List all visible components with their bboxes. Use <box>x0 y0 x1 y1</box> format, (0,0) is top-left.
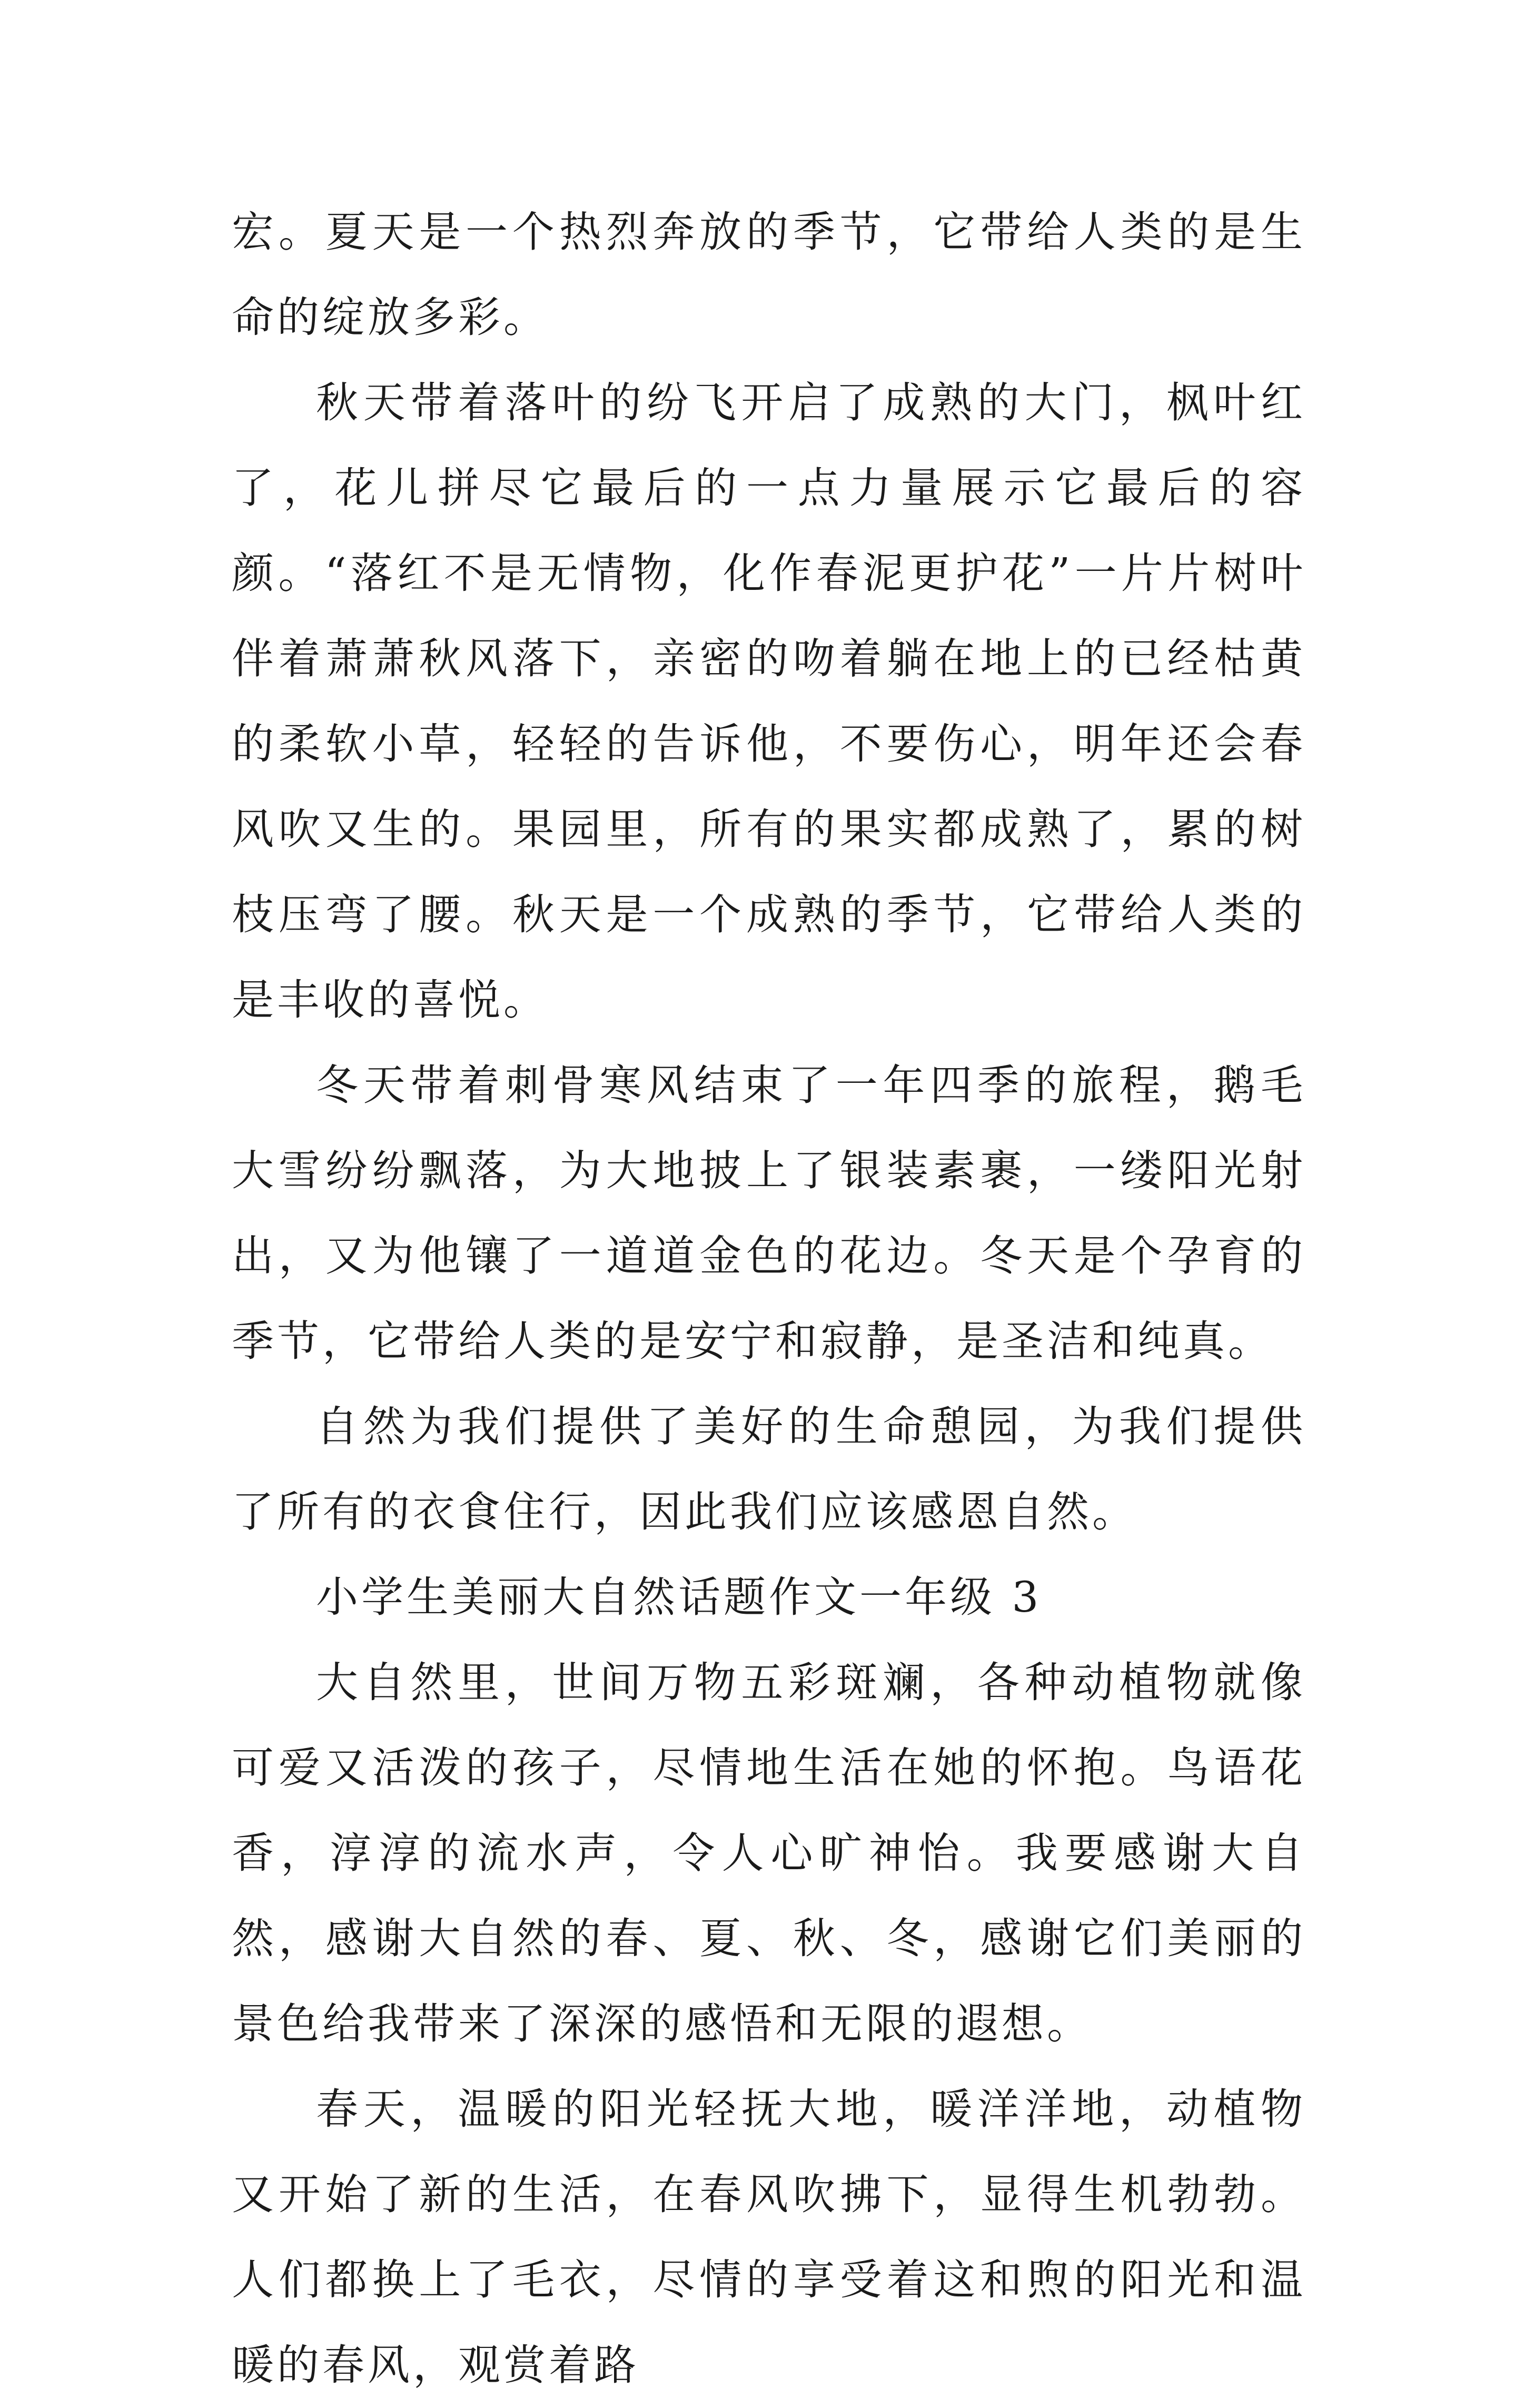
document-body <box>232 190 1306 2408</box>
paragraph-summer-end: 宏。夏天是一个热烈奔放的季节，它带给人类的是生命的绽放多彩。 <box>232 208 1306 342</box>
paragraph-autumn: 秋天带着落叶的纷飞开启了成熟的大门，枫叶红了，花儿拼尽它最后的一点力量展示它最后的容颜。“落红不是无情物，化作春泥更护花”一片片树叶伴着萧萧秋风落下，亲密的吻着躺在地上的已经枯黄的柔软小草，轻轻的告诉他，不要伤心，明年还会春风吹又生的。果园里，所有的果实都成熟了，累的树枝压弯了腰。秋天是一个成熟的季节，它带给人类的是丰收的喜悦。 <box>232 378 1306 1024</box>
paragraph-winter: 冬天带着刺骨寒风结束了一年四季的旅程，鹅毛大雪纷纷飘落，为大地披上了银装素裹，一缕阳光射出，又为他镶了一道道金色的花边。冬天是个孕育的季节，它带给人类的是安宁和寂静，是圣洁和纯真。 <box>232 1061 1306 1366</box>
essay-heading: 小学生美丽大自然话题作文一年级 3 <box>316 1573 1042 1622</box>
paragraph-nature-intro: 大自然里，世间万物五彩斑斓，各种动植物就像可爱又活泼的孩子，尽情地生活在她的怀抱。鸟语花香，淳淳的流水声，令人心旷神怡。我要感谢大自然，感谢大自然的春、夏、秋、冬，感谢它们美丽的景色给我带来了深深的感悟和无限的遐想。 <box>232 1658 1306 2048</box>
paragraph-spring: 春天，温暖的阳光轻抚大地，暖洋洋地，动植物又开始了新的生活，在春风吹拂下，显得生机勃勃。人们都换上了毛衣，尽情的享受着这和煦的阳光和温暖的春风，观赏着路 <box>232 2085 1306 2390</box>
paragraph-gratitude: 自然为我们提供了美好的生命憩园，为我们提供了所有的衣食住行，因此我们应该感恩自然。 <box>232 1402 1306 1536</box>
